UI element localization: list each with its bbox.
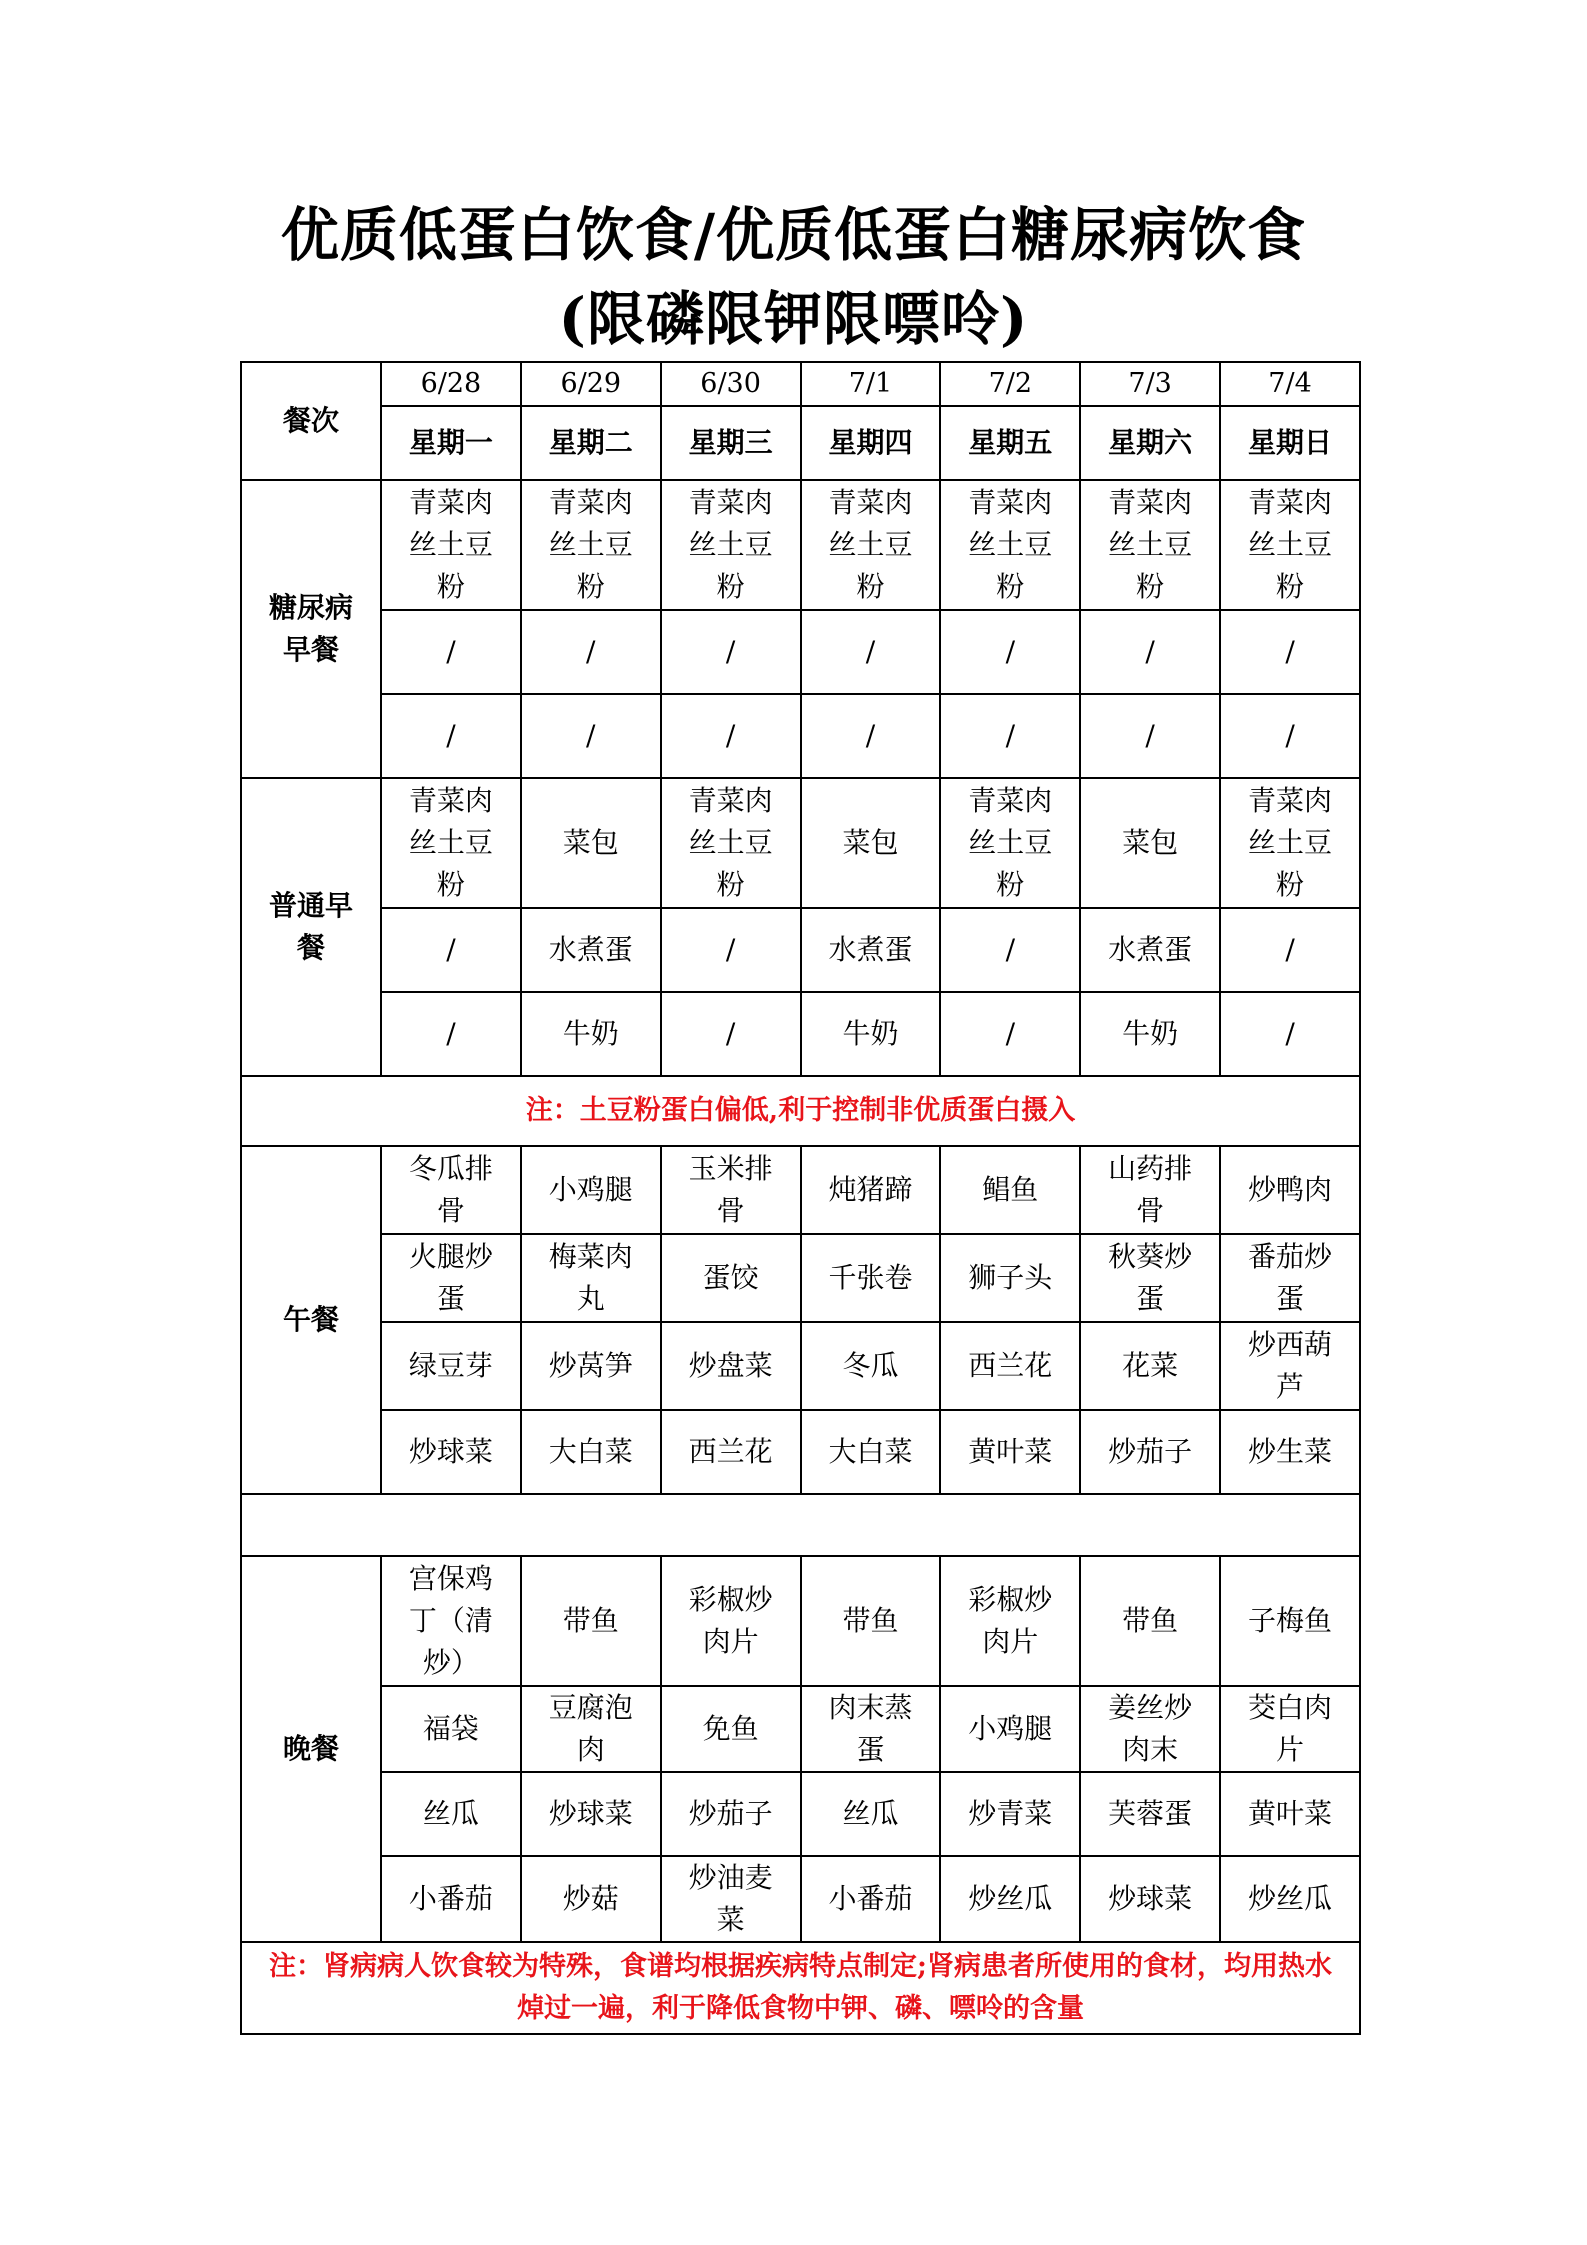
- dish-cell: 大白菜: [801, 1410, 941, 1494]
- dish-cell: 炒盘菜: [661, 1322, 801, 1410]
- dish-cell: /: [1220, 992, 1360, 1076]
- dish-cell: /: [661, 694, 801, 778]
- date-cell: 7/1: [801, 362, 941, 406]
- date-row: [241, 362, 1360, 406]
- dish-cell: 青菜肉丝土豆粉: [1220, 778, 1360, 908]
- dish-cell: 冬瓜: [801, 1322, 941, 1410]
- diabetes-breakfast-label: 糖尿病早餐: [241, 480, 381, 778]
- dish-cell: 鲳鱼: [940, 1146, 1080, 1234]
- dish-cell: /: [381, 992, 521, 1076]
- dish-cell: /: [940, 992, 1080, 1076]
- dish-cell: 青菜肉丝土豆粉: [1080, 480, 1220, 610]
- dish-cell: /: [801, 694, 941, 778]
- normal-breakfast-row: [241, 908, 1360, 992]
- dish-cell: 炒西葫芦: [1220, 1322, 1360, 1410]
- dish-cell: 炒鸭肉: [1220, 1146, 1360, 1234]
- dish-cell: 姜丝炒肉末: [1080, 1686, 1220, 1772]
- dish-cell: 炒菇: [521, 1856, 661, 1942]
- dish-cell: 青菜肉丝土豆粉: [381, 480, 521, 610]
- dish-cell: 水煮蛋: [521, 908, 661, 992]
- page-subtitle: (限磷限钾限嘌呤): [558, 285, 1029, 353]
- dish-cell: /: [661, 908, 801, 992]
- normal-breakfast-label: 普通早餐: [241, 778, 381, 1076]
- dish-cell: 大白菜: [521, 1410, 661, 1494]
- normal-breakfast-row: [241, 992, 1360, 1076]
- dish-cell: 炒球菜: [521, 1772, 661, 1856]
- date-cell: 7/4: [1220, 362, 1360, 406]
- weekday-cell: 星期一: [381, 406, 521, 480]
- dish-cell: /: [940, 610, 1080, 694]
- dish-cell: 西兰花: [940, 1322, 1080, 1410]
- dish-cell: 小番茄: [801, 1856, 941, 1942]
- date-cell: 6/30: [661, 362, 801, 406]
- dish-cell: 带鱼: [801, 1556, 941, 1686]
- dish-cell: 青菜肉丝土豆粉: [661, 480, 801, 610]
- dish-cell: 秋葵炒蛋: [1080, 1234, 1220, 1322]
- dish-cell: 炒茄子: [661, 1772, 801, 1856]
- dish-cell: 炒莴笋: [521, 1322, 661, 1410]
- dish-cell: /: [521, 610, 661, 694]
- dish-cell: /: [1220, 694, 1360, 778]
- dish-cell: 水煮蛋: [1080, 908, 1220, 992]
- dish-cell: /: [801, 610, 941, 694]
- dish-cell: 绿豆芽: [381, 1322, 521, 1410]
- note-potato-flour: 注：土豆粉蛋白偏低,利于控制非优质蛋白摄入: [241, 1076, 1360, 1146]
- note-kidney-diet-row: [241, 1942, 1360, 2034]
- dish-cell: 玉米排骨: [661, 1146, 801, 1234]
- dish-cell: /: [1080, 694, 1220, 778]
- dish-cell: /: [661, 610, 801, 694]
- weekday-cell: 星期三: [661, 406, 801, 480]
- dish-cell: 小番茄: [381, 1856, 521, 1942]
- weekday-cell: 星期六: [1080, 406, 1220, 480]
- dinner-row: [241, 1686, 1360, 1772]
- dish-cell: 茭白肉片: [1220, 1686, 1360, 1772]
- dish-cell: /: [1080, 610, 1220, 694]
- dish-cell: 肉末蒸蛋: [801, 1686, 941, 1772]
- dish-cell: 彩椒炒肉片: [940, 1556, 1080, 1686]
- dish-cell: /: [381, 610, 521, 694]
- lunch-row: [241, 1146, 1360, 1234]
- dish-cell: 带鱼: [1080, 1556, 1220, 1686]
- dish-cell: 青菜肉丝土豆粉: [661, 778, 801, 908]
- note-potato-flour-row: [241, 1076, 1360, 1146]
- spacer: [241, 1494, 1360, 1556]
- menu-table: [240, 361, 1361, 2035]
- dinner-row: [241, 1556, 1360, 1686]
- dish-cell: 菜包: [801, 778, 941, 908]
- dish-cell: 牛奶: [1080, 992, 1220, 1076]
- dish-cell: 菜包: [1080, 778, 1220, 908]
- dish-cell: /: [1220, 908, 1360, 992]
- dish-cell: 丝瓜: [801, 1772, 941, 1856]
- dish-cell: 小鸡腿: [521, 1146, 661, 1234]
- dish-cell: 冬瓜排骨: [381, 1146, 521, 1234]
- dinner-label: 晚餐: [241, 1556, 381, 1942]
- dish-cell: 炖猪蹄: [801, 1146, 941, 1234]
- dish-cell: 宫保鸡丁（清炒）: [381, 1556, 521, 1686]
- dish-cell: 带鱼: [521, 1556, 661, 1686]
- dish-cell: 山药排骨: [1080, 1146, 1220, 1234]
- dish-cell: /: [381, 908, 521, 992]
- dish-cell: 炒球菜: [381, 1410, 521, 1494]
- weekday-cell: 星期二: [521, 406, 661, 480]
- dish-cell: 小鸡腿: [940, 1686, 1080, 1772]
- dish-cell: 牛奶: [521, 992, 661, 1076]
- dish-cell: 炒丝瓜: [940, 1856, 1080, 1942]
- lunch-label: 午餐: [241, 1146, 381, 1494]
- dinner-row: [241, 1856, 1360, 1942]
- dish-cell: 火腿炒蛋: [381, 1234, 521, 1322]
- diabetes-breakfast-row: [241, 694, 1360, 778]
- dish-cell: 芙蓉蛋: [1080, 1772, 1220, 1856]
- dish-cell: 炒丝瓜: [1220, 1856, 1360, 1942]
- weekday-cell: 星期五: [940, 406, 1080, 480]
- dish-cell: 番茄炒蛋: [1220, 1234, 1360, 1322]
- date-cell: 6/28: [381, 362, 521, 406]
- dish-cell: /: [940, 908, 1080, 992]
- dish-cell: /: [661, 992, 801, 1076]
- weekday-row: [241, 406, 1360, 480]
- dish-cell: 菜包: [521, 778, 661, 908]
- dish-cell: 蛋饺: [661, 1234, 801, 1322]
- dish-cell: 青菜肉丝土豆粉: [940, 480, 1080, 610]
- lunch-row: [241, 1410, 1360, 1494]
- dish-cell: 免鱼: [661, 1686, 801, 1772]
- weekday-cell: 星期日: [1220, 406, 1360, 480]
- dish-cell: 炒青菜: [940, 1772, 1080, 1856]
- dinner-row: [241, 1772, 1360, 1856]
- dish-cell: 福袋: [381, 1686, 521, 1772]
- spacer-row: [241, 1494, 1360, 1556]
- dish-cell: 子梅鱼: [1220, 1556, 1360, 1686]
- diabetes-breakfast-row: [241, 610, 1360, 694]
- dish-cell: 狮子头: [940, 1234, 1080, 1322]
- dish-cell: 青菜肉丝土豆粉: [801, 480, 941, 610]
- dish-cell: 牛奶: [801, 992, 941, 1076]
- dish-cell: 梅菜肉丸: [521, 1234, 661, 1322]
- dish-cell: 青菜肉丝土豆粉: [940, 778, 1080, 908]
- dish-cell: /: [1220, 610, 1360, 694]
- lunch-row: [241, 1322, 1360, 1410]
- dish-cell: 炒茄子: [1080, 1410, 1220, 1494]
- dish-cell: 水煮蛋: [801, 908, 941, 992]
- dish-cell: 青菜肉丝土豆粉: [381, 778, 521, 908]
- diabetes-breakfast-row: [241, 480, 1360, 610]
- dish-cell: /: [521, 694, 661, 778]
- lunch-row: [241, 1234, 1360, 1322]
- dish-cell: /: [381, 694, 521, 778]
- page-title: 优质低蛋白饮食/优质低蛋白糖尿病饮食: [280, 201, 1307, 269]
- dish-cell: 炒油麦菜: [661, 1856, 801, 1942]
- dish-cell: 丝瓜: [381, 1772, 521, 1856]
- note-kidney-diet: 注：肾病病人饮食较为特殊，食谱均根据疾病特点制定;肾病患者所使用的食材，均用热水焯过一遍，利于降低食物中钾、磷、嘌呤的含量: [241, 1942, 1360, 2034]
- dish-cell: 花菜: [1080, 1322, 1220, 1410]
- dish-cell: 豆腐泡肉: [521, 1686, 661, 1772]
- dish-cell: 炒生菜: [1220, 1410, 1360, 1494]
- date-cell: 7/2: [940, 362, 1080, 406]
- weekday-cell: 星期四: [801, 406, 941, 480]
- date-cell: 6/29: [521, 362, 661, 406]
- dish-cell: 青菜肉丝土豆粉: [521, 480, 661, 610]
- normal-breakfast-row: [241, 778, 1360, 908]
- dish-cell: /: [940, 694, 1080, 778]
- dish-cell: 青菜肉丝土豆粉: [1220, 480, 1360, 610]
- dish-cell: 黄叶菜: [1220, 1772, 1360, 1856]
- dish-cell: 彩椒炒肉片: [661, 1556, 801, 1686]
- dish-cell: 炒球菜: [1080, 1856, 1220, 1942]
- meal-header: 餐次: [241, 362, 381, 480]
- date-cell: 7/3: [1080, 362, 1220, 406]
- dish-cell: 西兰花: [661, 1410, 801, 1494]
- dish-cell: 千张卷: [801, 1234, 941, 1322]
- dish-cell: 黄叶菜: [940, 1410, 1080, 1494]
